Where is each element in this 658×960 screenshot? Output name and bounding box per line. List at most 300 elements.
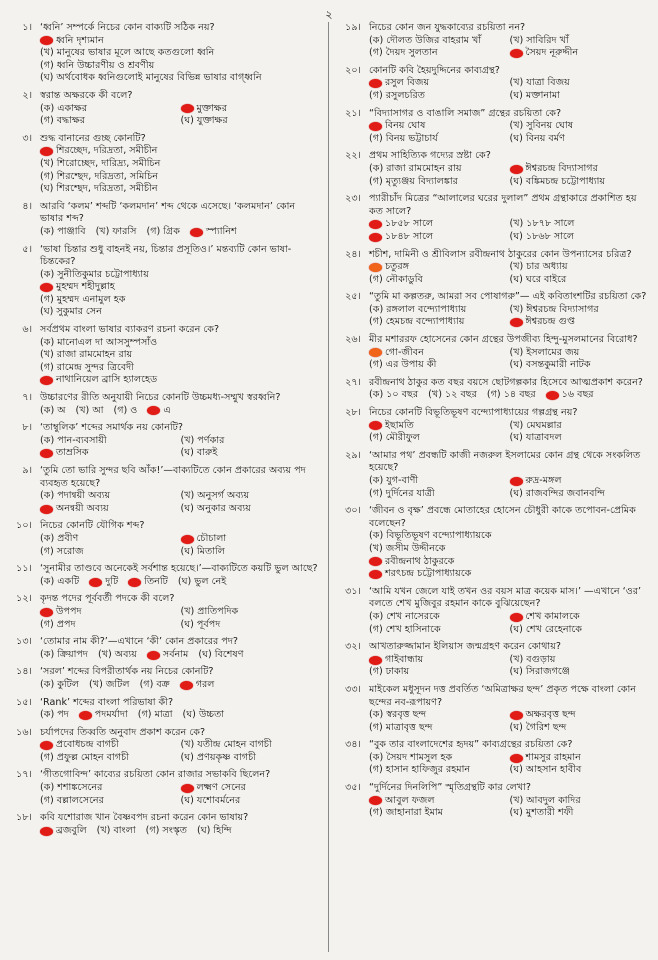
answer-option[interactable] [510, 231, 651, 244]
answer-option[interactable] [183, 709, 225, 722]
answer-option[interactable] [40, 619, 181, 632]
option-text: ঘরে বাইরে [525, 273, 567, 285]
answer-option[interactable] [510, 133, 651, 146]
question-text: কোনটি কবি হৈয়দুদ্দিনের কাব্যগ্রন্থ? [369, 64, 500, 76]
answer-option[interactable] [40, 226, 86, 239]
answer-option[interactable] [40, 405, 66, 418]
answer-option[interactable] [40, 533, 181, 546]
answer-option[interactable] [40, 337, 321, 350]
question [335, 65, 650, 103]
answer-options [6, 782, 321, 807]
option-text: শামসুর রাহমান [525, 751, 581, 763]
answer-option[interactable] [510, 807, 651, 820]
option-text: ১২ বছর [444, 389, 477, 401]
answer-option[interactable] [40, 435, 181, 448]
answer-option[interactable] [510, 176, 651, 189]
option-text: মুশতারী শফী [525, 807, 574, 819]
answer-options [6, 533, 321, 558]
question [6, 392, 321, 417]
question-text: শচীশ, দামিনী ও শ্রীবিলাস রবীন্দ্রনাথ ঠাকুরের কোন উপন্যাসের চরিত্র? [369, 248, 632, 260]
answer-option[interactable] [198, 649, 243, 662]
answer-option[interactable] [40, 374, 321, 387]
answer-option[interactable] [40, 576, 79, 589]
question-stem [6, 22, 321, 35]
answer-option[interactable] [510, 77, 651, 90]
answer-option[interactable] [40, 782, 181, 795]
answer-option[interactable] [181, 546, 322, 559]
option-text: স্বরবৃত্ত ছন্দ [386, 709, 427, 721]
option-text: ইসলামের জয় [526, 346, 580, 358]
option-key: (ক) [40, 782, 55, 794]
option-text: মুক্তাক্ষর [196, 102, 227, 114]
question-stem [335, 150, 650, 163]
answer-option[interactable] [546, 389, 594, 402]
question-text: স্বরান্ত অক্ষরকে কী বলে? [40, 89, 133, 101]
option-text: শেখ রেহেনাকে [525, 623, 582, 635]
answer-option[interactable] [510, 432, 651, 445]
option-key: (ঘ) [509, 721, 523, 733]
option-text: শিরচ্ছেদ, দরিদ্রতা, সমীচীন [56, 145, 158, 157]
option-key: (গ) [40, 59, 54, 71]
answer-options [6, 435, 321, 460]
answer-mark-icon [510, 49, 523, 58]
answer-mark-icon [510, 613, 523, 622]
option-text: অ [57, 404, 66, 416]
answer-option[interactable] [369, 163, 510, 176]
answer-option[interactable] [510, 752, 651, 765]
answer-option[interactable] [369, 47, 510, 60]
option-key: (খ) [509, 303, 524, 315]
option-key: (ঘ) [180, 545, 194, 557]
answer-option[interactable] [510, 316, 651, 329]
answer-options [335, 530, 650, 580]
option-text: সরোজ [56, 545, 84, 557]
question-stem [335, 684, 650, 709]
question-text: “তুমি মা কল্পতরু, আমরা সব পোষাগরু”— এই কবিতাংশটির রচয়িতা কে? [369, 291, 647, 303]
question [6, 201, 321, 239]
answer-option[interactable] [510, 488, 651, 501]
answer-option[interactable] [40, 503, 181, 516]
option-text: বিশেষণ [214, 648, 244, 660]
question-stem [335, 450, 650, 475]
answer-option[interactable] [147, 649, 189, 662]
answer-option[interactable] [40, 171, 321, 184]
answer-option[interactable] [510, 764, 651, 777]
option-text: সুবিনয় ঘোষ [526, 120, 574, 132]
answer-option[interactable] [40, 72, 321, 85]
question [335, 586, 650, 636]
option-key: (গ) [369, 316, 383, 328]
option-key: (খ) [180, 490, 195, 502]
left-column [6, 22, 321, 842]
answer-option[interactable] [369, 666, 510, 679]
answer-option[interactable] [89, 576, 118, 589]
question-stem [335, 334, 650, 347]
option-key: (ঘ) [177, 575, 192, 587]
question-stem [335, 782, 650, 795]
question-text: ‘জীবন ও বৃক্ষ’ প্রবন্ধে মোতাহের হোসেন চৌধুরী কাকে তপোবন-প্রেমিক বলেছেন? [369, 505, 636, 529]
option-key: (গ) [40, 751, 54, 763]
option-text: বিভূতিভূষণ বন্দ্যোপাধ্যায়কে [386, 530, 492, 542]
option-text: অনুসর্গ অব্যয় [197, 490, 250, 502]
answer-option[interactable] [369, 420, 510, 433]
answer-option[interactable] [369, 709, 510, 722]
question-stem [335, 739, 650, 752]
option-text: উচ্চতা [198, 709, 225, 721]
answer-option[interactable] [40, 47, 321, 60]
answer-option[interactable] [76, 405, 104, 418]
answer-mark-icon [369, 348, 382, 357]
answer-option[interactable] [40, 606, 181, 619]
option-text: আবদুল কাদির [526, 794, 581, 806]
option-text: ভুল নেই [194, 575, 227, 587]
answer-mark-icon [369, 557, 382, 566]
answer-option[interactable] [369, 475, 510, 488]
option-text: চতুরঙ্গ [385, 261, 410, 273]
answer-option[interactable] [369, 261, 510, 274]
option-text: বসন্তকুমারী নাটক [525, 359, 591, 371]
answer-option[interactable] [128, 576, 168, 589]
option-text: আহসান হাবীব [525, 764, 582, 776]
answer-option[interactable] [79, 709, 128, 722]
answer-option[interactable] [510, 795, 651, 808]
answer-option[interactable] [369, 556, 650, 569]
option-text: লক্ষ্মণ সেনের [196, 782, 246, 794]
question-number: ২১। [345, 107, 361, 119]
answer-options [6, 145, 321, 195]
answer-option[interactable] [369, 304, 510, 317]
option-text: শেখ হাসিনাকে [385, 623, 441, 635]
option-key: (গ) [137, 709, 152, 721]
answer-option[interactable] [510, 347, 651, 360]
answer-option[interactable] [369, 316, 510, 329]
answer-option[interactable] [96, 226, 137, 239]
answer-option[interactable] [369, 611, 510, 624]
option-text: তাম্রসিক [56, 447, 89, 459]
answer-option[interactable] [181, 490, 322, 503]
answer-option[interactable] [510, 722, 651, 735]
answer-option[interactable] [181, 503, 322, 516]
answer-option[interactable] [197, 825, 232, 838]
answer-option[interactable] [510, 666, 651, 679]
answer-option[interactable] [40, 158, 321, 171]
answer-option[interactable] [369, 654, 510, 667]
answer-option[interactable] [40, 294, 321, 307]
answer-option[interactable] [369, 624, 510, 637]
answer-option[interactable] [510, 611, 651, 624]
answer-option[interactable] [369, 347, 510, 360]
answer-option[interactable] [40, 269, 321, 282]
option-text: ঈশ্বরচন্দ্র বিদ্যাসাগর [526, 303, 599, 315]
option-key: (খ) [40, 349, 54, 361]
option-text: যাত্রাবদল [525, 432, 562, 444]
question-number: ২৫। [345, 291, 361, 303]
answer-options [335, 35, 650, 60]
question [6, 563, 321, 588]
answer-option[interactable] [369, 90, 510, 103]
answer-option[interactable] [510, 261, 651, 274]
answer-option[interactable] [147, 226, 180, 239]
answer-option[interactable] [180, 679, 215, 692]
answer-option[interactable] [369, 389, 418, 402]
answer-option[interactable] [181, 739, 322, 752]
question-number: ৫। [22, 243, 32, 255]
answer-option[interactable] [369, 231, 510, 244]
answer-option[interactable] [40, 739, 181, 752]
option-key: (খ) [75, 404, 90, 416]
question-text: ‘ধ্বনি’ সম্পর্কে নিচের কোন বাক্যটি সঠিক নয়? [40, 22, 215, 33]
option-key: (খ) [509, 794, 524, 806]
answer-option[interactable] [369, 764, 510, 777]
answer-option[interactable] [89, 679, 130, 692]
question-text: ‘সুনামীর তাণ্ডবে অনেকেই সর্বশান্ত হয়েছে।’—বাক্যটিতে কয়টি ভুল আছে? [40, 563, 318, 575]
answer-mark-icon [510, 754, 523, 763]
answer-option[interactable] [40, 752, 181, 765]
option-text: মাত্রা [154, 709, 173, 721]
answer-mark-icon [369, 122, 382, 131]
answer-option[interactable] [510, 475, 651, 488]
question-text: আখতারুজ্জামান ইলিয়াস জন্মগ্রহণ করেন কোথায়? [369, 641, 561, 653]
option-text: ১৮৬৮ সালে [525, 230, 575, 242]
answer-option[interactable] [510, 709, 651, 722]
question-number: ২। [22, 89, 32, 101]
answer-mark-icon [510, 318, 523, 327]
answer-option[interactable] [369, 176, 510, 189]
answer-option[interactable] [510, 304, 651, 317]
question [6, 324, 321, 387]
answer-option[interactable] [181, 606, 322, 619]
answer-option[interactable] [369, 568, 650, 581]
option-key: (ঘ) [198, 648, 212, 660]
option-key: (খ) [40, 157, 54, 169]
answer-option[interactable] [369, 432, 510, 445]
answer-option[interactable] [40, 183, 321, 196]
option-text: বিনয় ভট্টাচার্য [385, 132, 438, 144]
question [6, 22, 321, 85]
answer-option[interactable] [487, 389, 536, 402]
answer-option[interactable] [40, 349, 321, 362]
answer-options [6, 825, 321, 838]
answer-option[interactable] [510, 35, 651, 48]
answer-option[interactable] [40, 709, 69, 722]
answer-option[interactable] [510, 420, 651, 433]
question-text: কৃদন্ত পদের পূর্ববর্তী পদকে কী বলে? [40, 593, 175, 605]
answer-option[interactable] [369, 795, 510, 808]
option-text: পদান্বয়ী অব্যয় [57, 490, 111, 502]
option-key: (ক) [369, 751, 384, 763]
answer-option[interactable] [369, 530, 650, 543]
option-key: (ঘ) [180, 115, 194, 127]
question [6, 593, 321, 631]
option-text: রাজবন্দির জবানবন্দি [525, 487, 605, 499]
question-stem [6, 133, 321, 146]
option-text: রসুল বিজয় [385, 77, 430, 89]
answer-option[interactable] [510, 47, 651, 60]
option-text: রুদ্র-মঙ্গল [525, 475, 562, 486]
option-text: জটিল [105, 678, 130, 690]
option-key: (ঘ) [180, 794, 194, 806]
answer-option[interactable] [40, 447, 181, 460]
answer-option[interactable] [40, 103, 181, 116]
question-stem [6, 563, 321, 576]
answer-mark-icon [147, 651, 160, 660]
answer-option[interactable] [40, 362, 321, 375]
option-text: নাথানিয়েল ব্রাসি হ্যালহেড [56, 374, 158, 386]
option-text: মেঘমল্লার [526, 419, 562, 431]
answer-option[interactable] [428, 389, 477, 402]
question-number: ৯। [22, 465, 32, 476]
answer-option[interactable] [369, 488, 510, 501]
answer-option[interactable] [181, 752, 322, 765]
answer-mark-icon [510, 477, 523, 486]
option-key: (ঘ) [509, 359, 523, 371]
answer-option[interactable] [510, 654, 651, 667]
answer-option[interactable] [369, 752, 510, 765]
question-stem [6, 422, 321, 435]
question-number: ৩৫। [345, 782, 361, 794]
option-text: বদ্ধাক্ষর [56, 115, 85, 127]
question-text: নিচের কোন জন যুদ্ধকাব্যের রচয়িতা নন? [369, 22, 526, 33]
answer-option[interactable] [369, 218, 510, 231]
option-text: রাজা রামমোহন রায় [386, 162, 462, 174]
question [6, 636, 321, 661]
question [335, 108, 650, 146]
question-number: ৩০। [345, 505, 361, 517]
option-text: প্রবীণ [57, 532, 79, 544]
option-text: ঈশ্বরচন্দ্র গুপ্ত [525, 316, 575, 328]
answer-mark-icon [128, 578, 141, 587]
option-key: (গ) [369, 487, 383, 499]
answer-option[interactable] [369, 722, 510, 735]
answer-option[interactable] [369, 274, 510, 287]
answer-option[interactable] [369, 35, 510, 48]
answer-options [335, 752, 650, 777]
answer-option[interactable] [40, 825, 87, 838]
answer-mark-icon [369, 233, 382, 242]
option-key: (গ) [40, 170, 54, 182]
option-key: (গ) [40, 618, 54, 630]
option-text: সৈয়দ শামসুল হক [386, 751, 453, 763]
answer-option[interactable] [146, 825, 187, 838]
question-stem [6, 727, 321, 740]
answer-option[interactable] [369, 359, 510, 372]
question-stem [6, 636, 321, 649]
answer-option[interactable] [369, 543, 650, 556]
option-text: শরৎচন্দ্র চট্টোপাধ্যায়কে [385, 568, 472, 580]
answer-option[interactable] [40, 546, 181, 559]
answer-option[interactable] [510, 218, 651, 231]
answer-option[interactable] [510, 90, 651, 103]
option-key: (গ) [40, 293, 54, 305]
answer-option[interactable] [510, 624, 651, 637]
question-stem [335, 641, 650, 654]
answer-option[interactable] [178, 576, 226, 589]
answer-option[interactable] [114, 405, 138, 418]
option-key: (ঘ) [509, 175, 523, 187]
answer-option[interactable] [181, 795, 322, 808]
answer-options [335, 218, 650, 243]
answer-option[interactable] [40, 60, 321, 73]
question [335, 450, 650, 500]
option-text: সৈয়দ নূরুদ্দীন [525, 47, 579, 59]
answer-options [335, 475, 650, 500]
answer-options [6, 490, 321, 515]
answer-option[interactable] [181, 782, 322, 795]
option-key: (ক) [40, 336, 55, 348]
option-key: (ঘ) [509, 807, 523, 819]
answer-option[interactable] [510, 359, 651, 372]
answer-option[interactable] [40, 306, 321, 319]
option-text: হেমচন্দ্র বন্দ্যোপাধ্যায় [385, 316, 465, 328]
option-key: (ঘ) [180, 502, 194, 514]
option-text: গ্রিক [163, 225, 180, 237]
option-text: ১৮৭৮ সালে [526, 218, 575, 230]
answer-option[interactable] [181, 619, 322, 632]
answer-option[interactable] [147, 405, 170, 418]
answer-option[interactable] [369, 133, 510, 146]
question-number: ১। [22, 22, 32, 33]
question-text: ‘তুমি তো ভারি সুন্দর ছবি আঁক!’—বাক্যটিতে কোন প্রকারের অব্যয় পদ ব্যবহৃত হয়েছে? [40, 465, 306, 489]
answer-option[interactable] [40, 145, 321, 158]
answer-option[interactable] [181, 115, 322, 128]
answer-option[interactable] [369, 77, 510, 90]
option-key: (খ) [89, 678, 103, 690]
answer-option[interactable] [510, 120, 651, 133]
answer-option[interactable] [40, 795, 181, 808]
answer-option[interactable] [181, 447, 322, 460]
answer-option[interactable] [181, 435, 322, 448]
answer-option[interactable] [40, 490, 181, 503]
option-key: (গ) [40, 115, 54, 127]
answer-option[interactable] [40, 35, 321, 48]
question-number: ২৪। [345, 248, 361, 260]
answer-option[interactable] [181, 103, 322, 116]
option-text: প্রাতিপদিক [197, 605, 239, 617]
answer-option[interactable] [369, 120, 510, 133]
question-text: প্রথম সাহিত্যিক গদ্যের স্রষ্টা কে? [369, 150, 491, 162]
option-key: (ক) [40, 709, 55, 721]
answer-option[interactable] [97, 825, 136, 838]
option-text: বঙ্কিমচন্দ্র চট্টোপাধ্যায় [525, 175, 606, 187]
answer-option[interactable] [190, 226, 237, 239]
answer-option[interactable] [40, 281, 321, 294]
answer-option[interactable] [40, 679, 79, 692]
option-text: স্প্যানিশ [205, 225, 237, 237]
answer-option[interactable] [510, 274, 651, 287]
question-stem [335, 193, 650, 218]
answer-option[interactable] [181, 533, 322, 546]
option-text: ১৬ বছর [561, 389, 594, 401]
question-number: ৩২। [345, 641, 361, 653]
answer-options [6, 649, 321, 662]
answer-option[interactable] [40, 649, 88, 662]
answer-option[interactable] [510, 163, 651, 176]
option-key: (গ) [486, 389, 501, 401]
option-text: ক্রিয়াপদ [57, 648, 88, 660]
answer-option[interactable] [140, 679, 170, 692]
answer-option[interactable] [138, 709, 173, 722]
option-text: রসুলচরিত [385, 89, 425, 101]
answer-mark-icon [510, 711, 523, 720]
answer-mark-icon [40, 376, 53, 385]
answer-option[interactable] [40, 115, 181, 128]
answer-options [6, 606, 321, 631]
answer-option[interactable] [369, 807, 510, 820]
answer-option[interactable] [98, 649, 137, 662]
question [335, 377, 650, 402]
option-text: তিনটি [144, 575, 168, 587]
question-stem [335, 108, 650, 121]
